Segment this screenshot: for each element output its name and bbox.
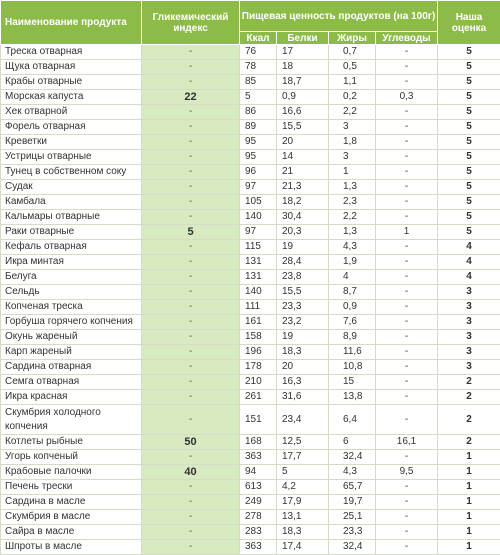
- carbs-cell: -: [376, 345, 438, 360]
- glycemic-index-cell: -: [142, 135, 240, 150]
- fat-cell: 8,7: [329, 285, 376, 300]
- carbs-cell: 0,3: [376, 90, 438, 105]
- carbs-cell: -: [376, 210, 438, 225]
- kcal-cell: 278: [240, 510, 277, 525]
- fat-cell: 23,3: [329, 525, 376, 540]
- score-cell: 5: [438, 210, 500, 225]
- score-cell: 1: [438, 510, 500, 525]
- carbs-cell: -: [376, 315, 438, 330]
- carbs-cell: 9,5: [376, 465, 438, 480]
- product-name-cell: Сардина в масле: [1, 495, 142, 510]
- kcal-cell: 131: [240, 255, 277, 270]
- product-name-cell: Шпроты в масле: [1, 540, 142, 555]
- fat-cell: 13,8: [329, 390, 376, 405]
- protein-cell: 0,9: [277, 90, 329, 105]
- table-row: [1, 510, 500, 525]
- glycemic-index-cell: -: [142, 210, 240, 225]
- score-cell: 5: [438, 90, 500, 105]
- fat-cell: 65,7: [329, 480, 376, 495]
- fat-cell: 1: [329, 165, 376, 180]
- carbs-cell: -: [376, 525, 438, 540]
- score-cell: 5: [438, 75, 500, 90]
- glycemic-index-cell: -: [142, 450, 240, 465]
- table-row: [1, 135, 500, 150]
- kcal-cell: 151: [240, 405, 277, 435]
- fat-cell: 6: [329, 435, 376, 450]
- score-cell: 2: [438, 405, 500, 435]
- product-name-cell: Кальмары отварные: [1, 210, 142, 225]
- score-cell: 3: [438, 285, 500, 300]
- protein-cell: 23,2: [277, 315, 329, 330]
- table-row: [1, 285, 500, 300]
- carbs-cell: -: [376, 390, 438, 405]
- protein-cell: 17,9: [277, 495, 329, 510]
- table-row: [1, 300, 500, 315]
- protein-cell: 15,5: [277, 120, 329, 135]
- table-row: [1, 120, 500, 135]
- product-name-cell: Сельдь: [1, 285, 142, 300]
- product-name-cell: Икра красная: [1, 390, 142, 405]
- fat-cell: 1,1: [329, 75, 376, 90]
- fat-cell: 0,9: [329, 300, 376, 315]
- table-row: [1, 405, 500, 435]
- fat-cell: 4: [329, 270, 376, 285]
- carbs-cell: -: [376, 405, 438, 435]
- kcal-cell: 178: [240, 360, 277, 375]
- kcal-cell: 97: [240, 180, 277, 195]
- score-cell: 4: [438, 270, 500, 285]
- product-name-cell: Сайра в масле: [1, 525, 142, 540]
- score-cell: 3: [438, 315, 500, 330]
- fat-cell: 7,6: [329, 315, 376, 330]
- table-row: [1, 90, 500, 105]
- table-row: [1, 330, 500, 345]
- carbs-cell: -: [376, 180, 438, 195]
- glycemic-index-cell: -: [142, 405, 240, 435]
- product-name-cell: Крабовые палочки: [1, 465, 142, 480]
- fat-cell: 15: [329, 375, 376, 390]
- fat-cell: 2,2: [329, 210, 376, 225]
- protein-cell: 15,5: [277, 285, 329, 300]
- product-name-cell: Скумбрия холодного копчения: [1, 405, 142, 435]
- score-cell: 1: [438, 465, 500, 480]
- carbs-cell: -: [376, 285, 438, 300]
- table-row: [1, 60, 500, 75]
- carbs-cell: -: [376, 495, 438, 510]
- protein-cell: 16,6: [277, 105, 329, 120]
- protein-cell: 17: [277, 45, 329, 60]
- glycemic-index-cell: -: [142, 345, 240, 360]
- carbs-cell: -: [376, 150, 438, 165]
- table-row: [1, 525, 500, 540]
- glycemic-index-cell: -: [142, 510, 240, 525]
- product-name-cell: Копченая треска: [1, 300, 142, 315]
- carbs-cell: -: [376, 45, 438, 60]
- kcal-cell: 89: [240, 120, 277, 135]
- glycemic-index-cell: -: [142, 330, 240, 345]
- table-row: [1, 540, 500, 555]
- product-name-cell: Форель отварная: [1, 120, 142, 135]
- protein-cell: 12,5: [277, 435, 329, 450]
- protein-cell: 21,3: [277, 180, 329, 195]
- product-name-cell: Треска отварная: [1, 45, 142, 60]
- carbs-cell: -: [376, 450, 438, 465]
- product-name-cell: Карп жареный: [1, 345, 142, 360]
- glycemic-index-cell: -: [142, 165, 240, 180]
- protein-cell: 20: [277, 360, 329, 375]
- glycemic-index-cell: -: [142, 480, 240, 495]
- product-name-cell: Морская капуста: [1, 90, 142, 105]
- glycemic-index-cell: -: [142, 375, 240, 390]
- kcal-cell: 283: [240, 525, 277, 540]
- glycemic-index-cell: -: [142, 45, 240, 60]
- protein-cell: 4,2: [277, 480, 329, 495]
- kcal-cell: 95: [240, 150, 277, 165]
- product-name-cell: Хек отварной: [1, 105, 142, 120]
- carbs-cell: -: [376, 75, 438, 90]
- carbs-cell: -: [376, 300, 438, 315]
- glycemic-index-cell: 22: [142, 90, 240, 105]
- product-name-cell: Креветки: [1, 135, 142, 150]
- product-name-cell: Печень трески: [1, 480, 142, 495]
- fat-cell: 6,4: [329, 405, 376, 435]
- product-name-cell: Кефаль отварная: [1, 240, 142, 255]
- fat-cell: 2,2: [329, 105, 376, 120]
- protein-cell: 19: [277, 330, 329, 345]
- kcal-cell: 168: [240, 435, 277, 450]
- score-cell: 2: [438, 375, 500, 390]
- protein-cell: 13,1: [277, 510, 329, 525]
- carbs-cell: -: [376, 510, 438, 525]
- header-kcal: Ккал: [240, 32, 277, 45]
- product-name-cell: Крабы отварные: [1, 75, 142, 90]
- protein-cell: 14: [277, 150, 329, 165]
- protein-cell: 28,4: [277, 255, 329, 270]
- glycemic-index-cell: -: [142, 360, 240, 375]
- carbs-cell: -: [376, 105, 438, 120]
- score-cell: 1: [438, 450, 500, 465]
- glycemic-index-cell: -: [142, 60, 240, 75]
- score-cell: 1: [438, 495, 500, 510]
- table-row: [1, 45, 500, 60]
- protein-cell: 18,3: [277, 345, 329, 360]
- score-cell: 5: [438, 120, 500, 135]
- header-glycemic-index: Гликемический индекс: [142, 1, 240, 45]
- table-row: [1, 210, 500, 225]
- glycemic-index-cell: -: [142, 270, 240, 285]
- score-cell: 3: [438, 300, 500, 315]
- score-cell: 3: [438, 330, 500, 345]
- table-row: [1, 75, 500, 90]
- product-name-cell: Угорь копченый: [1, 450, 142, 465]
- table-row: [1, 450, 500, 465]
- kcal-cell: 161: [240, 315, 277, 330]
- product-name-cell: Устрицы отварные: [1, 150, 142, 165]
- header-carbs: Углеводы: [376, 32, 438, 45]
- fat-cell: 25,1: [329, 510, 376, 525]
- protein-cell: 18,7: [277, 75, 329, 90]
- kcal-cell: 158: [240, 330, 277, 345]
- score-cell: 5: [438, 180, 500, 195]
- fat-cell: 0,7: [329, 45, 376, 60]
- carbs-cell: -: [376, 60, 438, 75]
- glycemic-index-cell: -: [142, 75, 240, 90]
- carbs-cell: -: [376, 480, 438, 495]
- table-row: [1, 495, 500, 510]
- carbs-cell: -: [376, 270, 438, 285]
- fat-cell: 32,4: [329, 540, 376, 555]
- table-row: [1, 195, 500, 210]
- table-row: [1, 465, 500, 480]
- fat-cell: 3: [329, 150, 376, 165]
- carbs-cell: -: [376, 375, 438, 390]
- protein-cell: 20: [277, 135, 329, 150]
- product-name-cell: Горбуша горячего копчения: [1, 315, 142, 330]
- kcal-cell: 96: [240, 165, 277, 180]
- product-name-cell: Икра минтая: [1, 255, 142, 270]
- protein-cell: 16,3: [277, 375, 329, 390]
- kcal-cell: 613: [240, 480, 277, 495]
- carbs-cell: -: [376, 120, 438, 135]
- kcal-cell: 105: [240, 195, 277, 210]
- protein-cell: 19: [277, 240, 329, 255]
- product-name-cell: Котлеты рыбные: [1, 435, 142, 450]
- glycemic-index-cell: -: [142, 300, 240, 315]
- protein-cell: 30,4: [277, 210, 329, 225]
- fat-cell: 8,9: [329, 330, 376, 345]
- protein-cell: 20,3: [277, 225, 329, 240]
- fat-cell: 1,9: [329, 255, 376, 270]
- score-cell: 3: [438, 360, 500, 375]
- score-cell: 1: [438, 525, 500, 540]
- fat-cell: 19,7: [329, 495, 376, 510]
- kcal-cell: 94: [240, 465, 277, 480]
- table-row: [1, 480, 500, 495]
- kcal-cell: 85: [240, 75, 277, 90]
- kcal-cell: 95: [240, 135, 277, 150]
- kcal-cell: 86: [240, 105, 277, 120]
- fat-cell: 0,5: [329, 60, 376, 75]
- product-name-cell: Скумбрия в масле: [1, 510, 142, 525]
- glycemic-index-cell: 40: [142, 465, 240, 480]
- score-cell: 3: [438, 345, 500, 360]
- table-row: [1, 150, 500, 165]
- product-name-cell: Окунь жареный: [1, 330, 142, 345]
- fat-cell: 2,3: [329, 195, 376, 210]
- carbs-cell: 1: [376, 225, 438, 240]
- table-row: [1, 270, 500, 285]
- glycemic-index-cell: -: [142, 540, 240, 555]
- header-nutrition-value: Пищевая ценность продуктов (на 100г): [240, 1, 438, 32]
- table-row: [1, 390, 500, 405]
- kcal-cell: 5: [240, 90, 277, 105]
- score-cell: 5: [438, 165, 500, 180]
- score-cell: 5: [438, 105, 500, 120]
- score-cell: 4: [438, 255, 500, 270]
- fat-cell: 0,2: [329, 90, 376, 105]
- glycemic-index-cell: -: [142, 195, 240, 210]
- score-cell: 5: [438, 45, 500, 60]
- header-fat: Жиры: [329, 32, 376, 45]
- protein-cell: 21: [277, 165, 329, 180]
- protein-cell: 23,3: [277, 300, 329, 315]
- header-protein: Белки: [277, 32, 329, 45]
- glycemic-index-cell: -: [142, 495, 240, 510]
- glycemic-index-cell: 50: [142, 435, 240, 450]
- kcal-cell: 363: [240, 540, 277, 555]
- carbs-cell: -: [376, 330, 438, 345]
- score-cell: 5: [438, 195, 500, 210]
- product-name-cell: Сардина отварная: [1, 360, 142, 375]
- fat-cell: 32,4: [329, 450, 376, 465]
- kcal-cell: 140: [240, 285, 277, 300]
- protein-cell: 18: [277, 60, 329, 75]
- kcal-cell: 76: [240, 45, 277, 60]
- glycemic-index-cell: -: [142, 240, 240, 255]
- glycemic-index-cell: -: [142, 150, 240, 165]
- table-row: [1, 345, 500, 360]
- fat-cell: 10,8: [329, 360, 376, 375]
- fat-cell: 3: [329, 120, 376, 135]
- product-name-cell: Семга отварная: [1, 375, 142, 390]
- carbs-cell: -: [376, 540, 438, 555]
- carbs-cell: -: [376, 240, 438, 255]
- protein-cell: 18,3: [277, 525, 329, 540]
- table-row: [1, 165, 500, 180]
- protein-cell: 31,6: [277, 390, 329, 405]
- carbs-cell: 16,1: [376, 435, 438, 450]
- protein-cell: 5: [277, 465, 329, 480]
- fat-cell: 1,3: [329, 225, 376, 240]
- glycemic-index-cell: -: [142, 105, 240, 120]
- glycemic-index-cell: -: [142, 120, 240, 135]
- protein-cell: 23,4: [277, 405, 329, 435]
- protein-cell: 17,7: [277, 450, 329, 465]
- carbs-cell: -: [376, 195, 438, 210]
- product-name-cell: Белуга: [1, 270, 142, 285]
- kcal-cell: 78: [240, 60, 277, 75]
- product-name-cell: Щука отварная: [1, 60, 142, 75]
- table-row: [1, 375, 500, 390]
- table-row: [1, 240, 500, 255]
- product-name-cell: Судак: [1, 180, 142, 195]
- table-row: [1, 225, 500, 240]
- fat-cell: 1,3: [329, 180, 376, 195]
- kcal-cell: 140: [240, 210, 277, 225]
- table-row: [1, 255, 500, 270]
- glycemic-index-cell: 5: [142, 225, 240, 240]
- table-row: [1, 105, 500, 120]
- kcal-cell: 363: [240, 450, 277, 465]
- kcal-cell: 111: [240, 300, 277, 315]
- header-product-name: Наименование продукта: [1, 1, 142, 45]
- kcal-cell: 97: [240, 225, 277, 240]
- table-row: [1, 435, 500, 450]
- protein-cell: 18,2: [277, 195, 329, 210]
- glycemic-index-cell: -: [142, 255, 240, 270]
- carbs-cell: -: [376, 165, 438, 180]
- table-row: [1, 315, 500, 330]
- kcal-cell: 196: [240, 345, 277, 360]
- fat-cell: 4,3: [329, 465, 376, 480]
- protein-cell: 23,8: [277, 270, 329, 285]
- header-our-score: Наша оценка: [438, 1, 500, 45]
- glycemic-index-cell: -: [142, 525, 240, 540]
- table-body: [1, 45, 500, 555]
- score-cell: 2: [438, 435, 500, 450]
- kcal-cell: 249: [240, 495, 277, 510]
- product-name-cell: Тунец в собственном соку: [1, 165, 142, 180]
- fat-cell: 11,6: [329, 345, 376, 360]
- table-row: [1, 360, 500, 375]
- glycemic-index-cell: -: [142, 315, 240, 330]
- score-cell: 5: [438, 60, 500, 75]
- kcal-cell: 115: [240, 240, 277, 255]
- glycemic-index-cell: -: [142, 390, 240, 405]
- score-cell: 5: [438, 150, 500, 165]
- kcal-cell: 261: [240, 390, 277, 405]
- score-cell: 1: [438, 480, 500, 495]
- carbs-cell: -: [376, 360, 438, 375]
- score-cell: 1: [438, 540, 500, 555]
- carbs-cell: -: [376, 135, 438, 150]
- product-name-cell: Раки отварные: [1, 225, 142, 240]
- kcal-cell: 210: [240, 375, 277, 390]
- score-cell: 2: [438, 390, 500, 405]
- fat-cell: 1,8: [329, 135, 376, 150]
- table-row: [1, 180, 500, 195]
- kcal-cell: 131: [240, 270, 277, 285]
- glycemic-index-cell: -: [142, 285, 240, 300]
- score-cell: 5: [438, 225, 500, 240]
- fat-cell: 4,3: [329, 240, 376, 255]
- product-name-cell: Камбала: [1, 195, 142, 210]
- carbs-cell: -: [376, 255, 438, 270]
- protein-cell: 17,4: [277, 540, 329, 555]
- glycemic-index-cell: -: [142, 180, 240, 195]
- score-cell: 5: [438, 135, 500, 150]
- score-cell: 4: [438, 240, 500, 255]
